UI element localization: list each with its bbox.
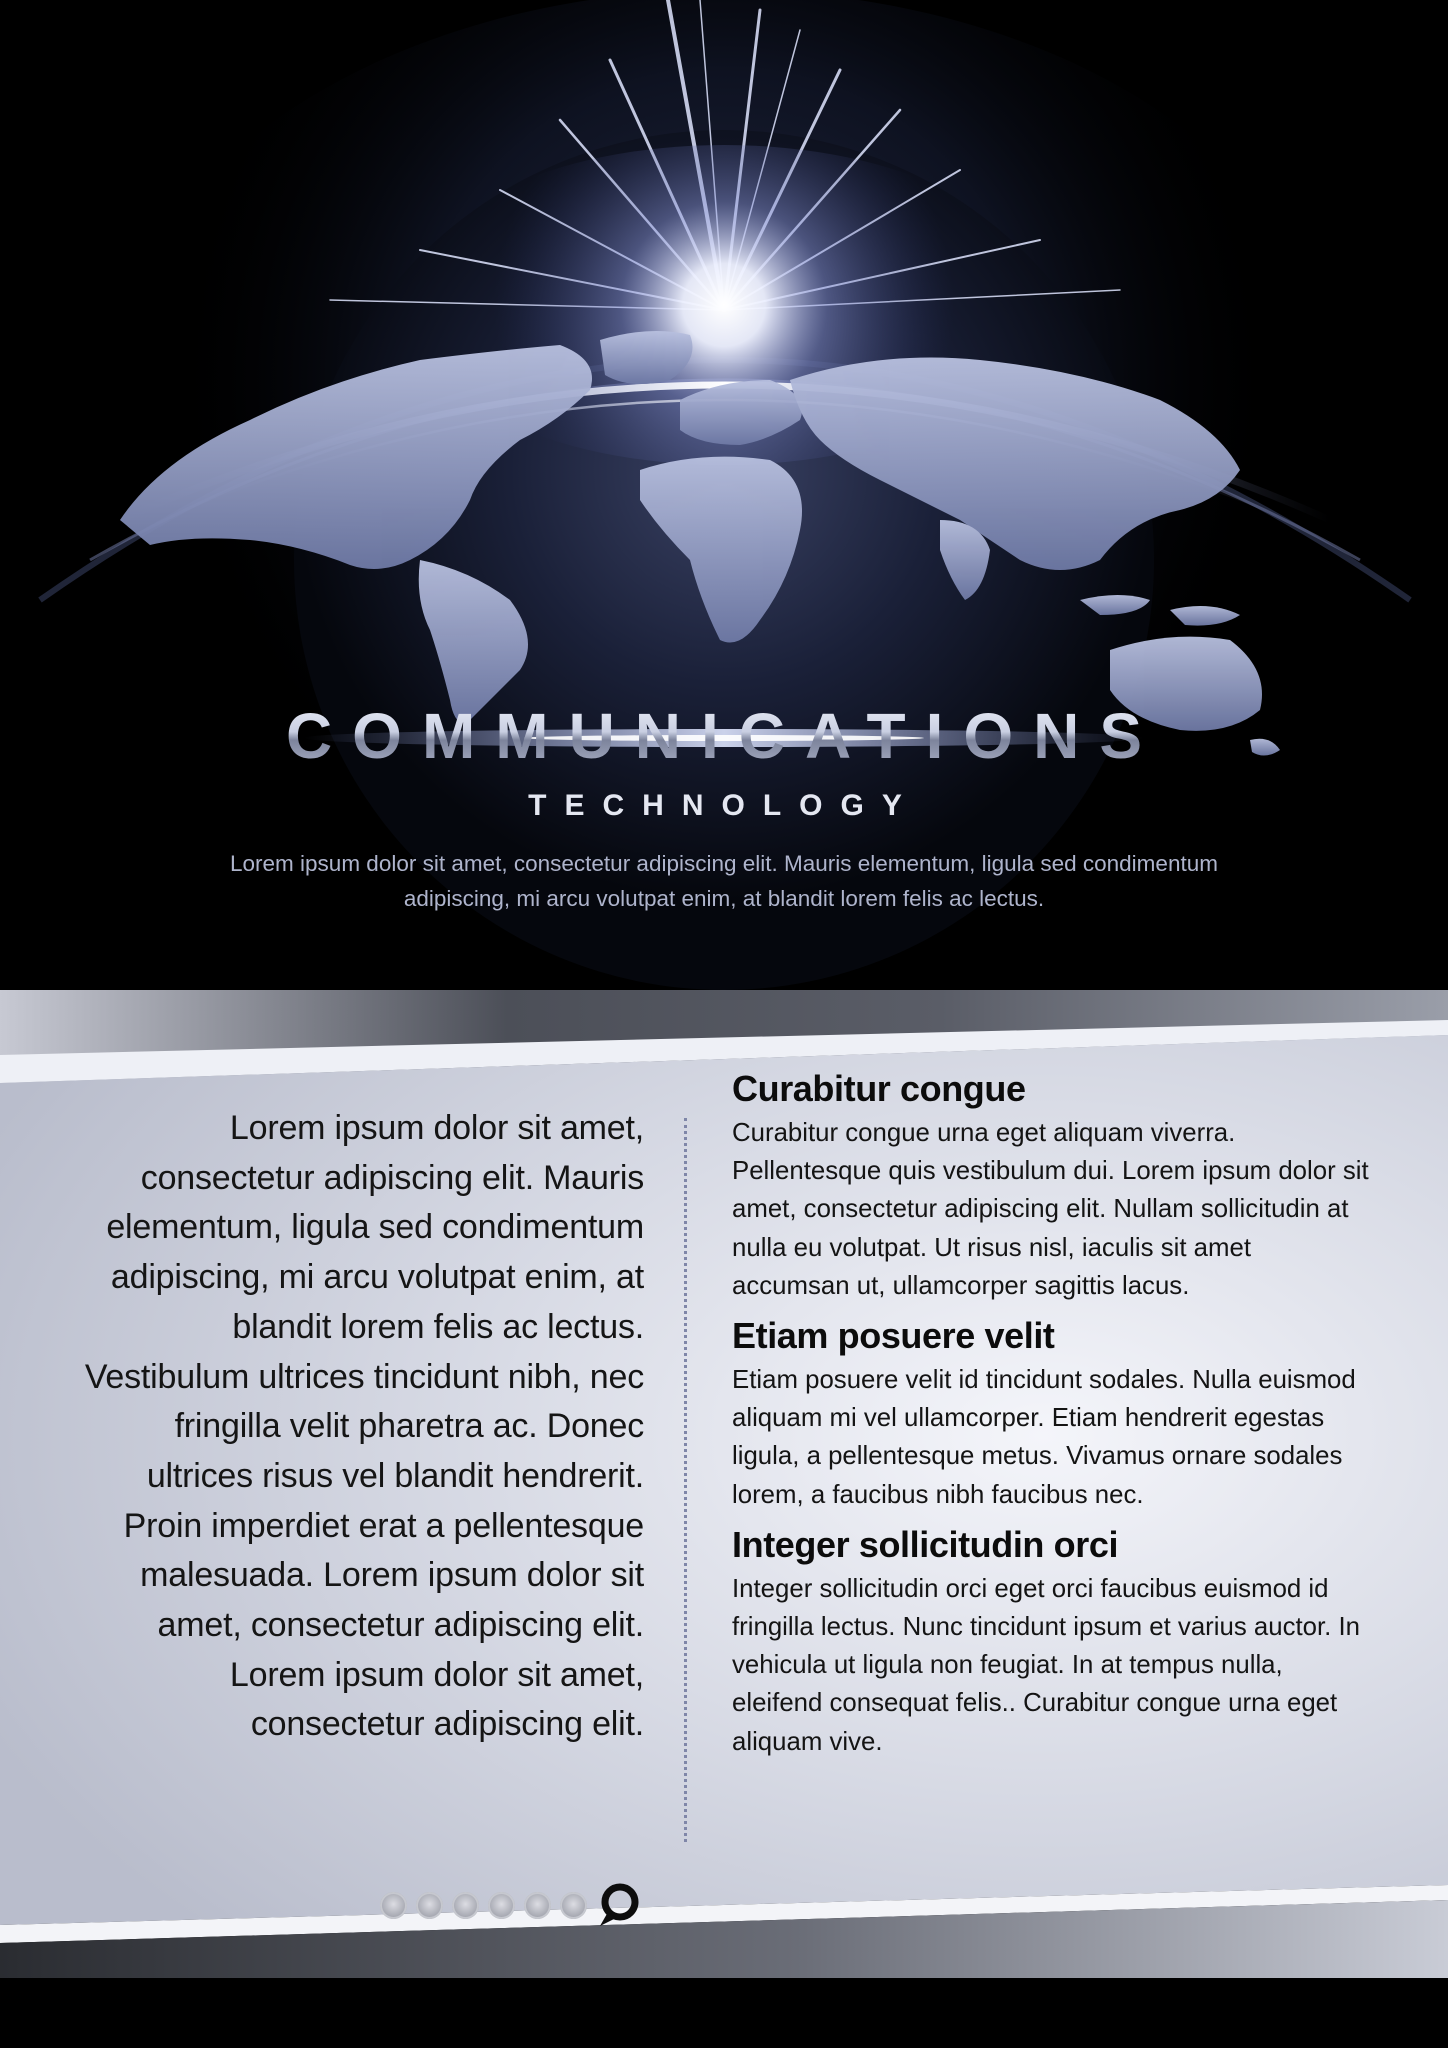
section-body: Curabitur congue urna eget aliquam viverra. Pellentesque quis vestibulum dui. Lorem ipsum dolor sit amet, consectetur adipiscing elit. Nullam sollicitudin at nulla eu volutpat. Ut risus nisl, iaculis sit amet accumsan ut, ullamcorper sagittis lacus. <box>732 1119 1369 1300</box>
page-subtitle: TECHNOLOGY <box>528 789 920 822</box>
section-title: Etiam posuere velit <box>732 1315 1055 1357</box>
section-title: Curabitur congue <box>732 1068 1026 1109</box>
section-etiam <box>732 1311 1372 1514</box>
dot <box>560 1892 587 1919</box>
dot <box>524 1892 551 1919</box>
dot <box>416 1892 443 1919</box>
lead-paragraph: Lorem ipsum dolor sit amet, consectetur adipiscing elit. Mauris elementum, ligula sed condimentum adipiscing, mi arcu volutpat enim, at blandit lorem felis ac lectus. Vestibulum ultrices tincidunt nibh, nec fringilla velit pharetra ac. Donec ultrices risus vel blandit hendrerit. Proin imperdiet erat a pellentesque malesuada. Lorem ipsum dolor sit amet, consectetur adipiscing elit. Lorem ipsum dolor sit amet, consectetur adipiscing elit. <box>84 1109 644 1744</box>
speech-bubble-icon <box>596 1882 640 1928</box>
column-divider <box>684 1118 687 1842</box>
decorative-dots <box>380 1880 640 1930</box>
page-title: COMMUNICATIONS <box>0 694 1448 778</box>
section-title: Integer sollicitudin orci <box>732 1523 1119 1565</box>
dot <box>488 1892 515 1919</box>
section-curabitur <box>732 1064 1372 1305</box>
section-body: Etiam posuere velit id tincidunt sodales. Nulla euismod aliquam mi vel ullamcorper. Etiam hendrerit egestas ligula, a pellentesque metus. Vivamus ornare sodales lorem, a faucibus nibh faucibus nec. <box>732 1366 1356 1509</box>
globe-icon <box>0 0 1448 990</box>
dot <box>380 1892 407 1919</box>
section-body: Integer sollicitudin orci eget orci faucibus euismod id fringilla lectus. Nunc tincidunt ipsum et varius auctor. In vehicula ut ligula non feugiat. In at tempus nulla, eleifend consequat felis.. Curabitur congue urna eget aliquam vive. <box>732 1574 1361 1756</box>
right-column <box>732 1064 1372 1767</box>
section-integer <box>732 1520 1372 1761</box>
hero-section <box>0 0 1448 990</box>
hero-tagline: Lorem ipsum dolor sit amet, consectetur adipiscing elit. Mauris elementum, ligula sed condimentum adipiscing, mi arcu volutpat enim, at blandit lorem felis ac lectus. <box>230 851 1218 911</box>
dot <box>452 1892 479 1919</box>
